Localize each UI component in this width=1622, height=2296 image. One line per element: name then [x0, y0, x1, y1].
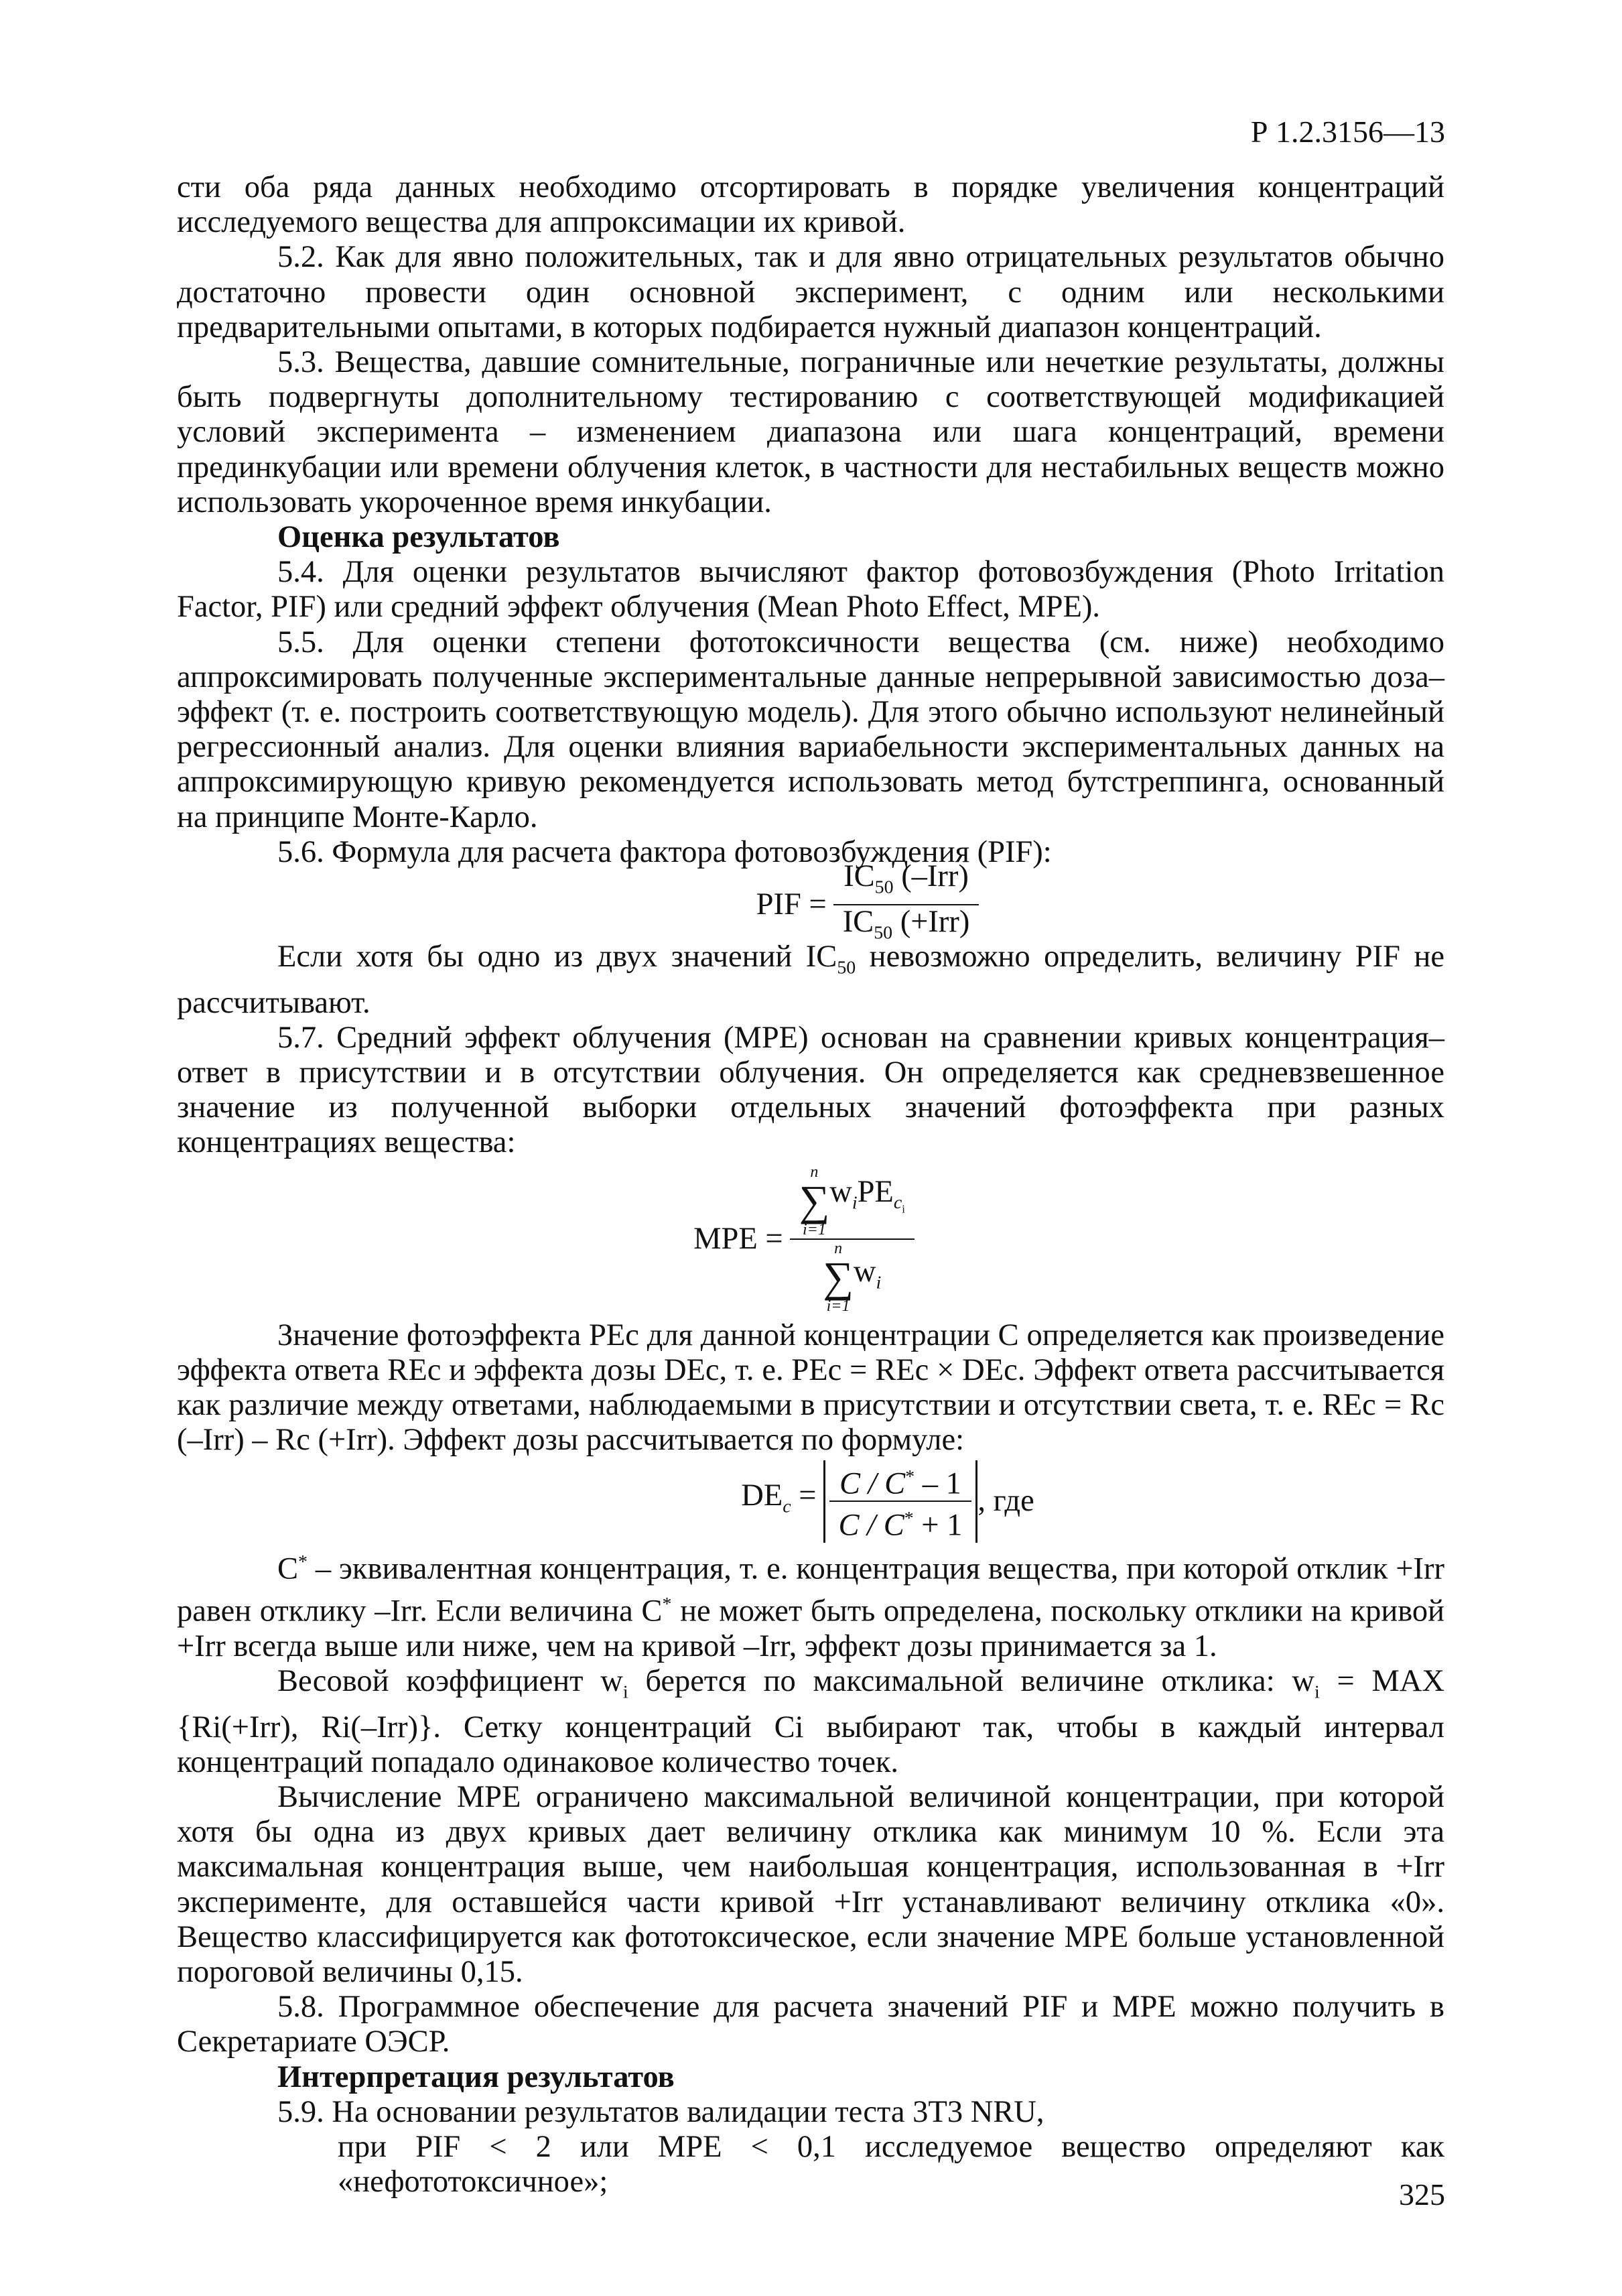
paragraph-5-9: 5.9. На основании результатов валидации теста 3T3 NRU,: [277, 2094, 1044, 2129]
paragraph-5-9-criterion: при PIF < 2 или MPE < 0,1 исследуемое вещество определяют как «нефототоксичное»;: [338, 2129, 1444, 2199]
de-denominator: C / C* + 1: [838, 1508, 963, 1543]
summation-symbol: n ∑ i=1: [823, 1240, 854, 1316]
de-formula-lhs: $DE_c$ =: [741, 1478, 817, 1517]
dose-effect-formula: [177, 1458, 1444, 1545]
paragraph-5-7: 5.7. Средний эффект облучения (MPE) основан на сравнении кривых концентрация–ответ в присутствии и в отсутствии облучения. Он определяется как средневзвешенное значение из полученной выборки отдельных значений фотоэффекта при разных концентрациях вещества:: [177, 1020, 1444, 1160]
pif-fraction: [833, 860, 979, 950]
paragraph-ic50-note: Если хотя бы одно из двух значений $IC_{50}$ невозможно определить, величину PIF не рассчитывают.: [177, 940, 1445, 1020]
paragraph-5-4: 5.4. Для оценки результатов вычисляют фактор фотовозбуждения (Photo Irritation Factor, PIF) или средний эффект облучения (Mean Photo Effect, MPE).: [177, 555, 1444, 625]
mpe-fraction: [790, 1163, 915, 1315]
page-number: 325: [1399, 2177, 1445, 2212]
mpe-denominator: n ∑ i=1 $w_i$: [823, 1240, 882, 1316]
pif-denominator: $IC_{50}$ (+Irr): [842, 905, 970, 944]
paragraph-5-5: 5.5. Для оценки степени фототоксичности вещества (см. ниже) необходимо аппроксимировать полученные экспериментальные данные непрерывной зависимостью доза–эффект (т. е. построить соответствующую модель). Для этого обычно используют нелинейный регрессионный анализ. Для оценки влияния вариабельности экспериментальных данных на аппроксимирующую кривую рекомендуется использовать метод бутстреппинга, основанный на принципе Монте-Карло.: [177, 625, 1444, 834]
pif-numerator: $IC_{50}$ (–Irr): [843, 858, 969, 898]
pif-formula-lhs: PIF =: [756, 887, 827, 921]
paragraph-mpe-limit: Вычисление MPE ограничено максимальной величиной концентрации, при которой хотя бы одна из двух кривых дает величину отклика как минимум 10 %. Если эта максимальная концентрация выше, чем наибольшая концентрация, использованная в +Irr эксперименте, для оставшейся части кривой +Irr устанавливают величину отклика «0». Вещество классифицируется как фототоксическое, если значение MPE больше установленной пороговой величины 0,15.: [177, 1779, 1444, 1989]
paragraph-5-2: 5.2. Как для явно положительных, так и для явно отрицательных результатов обычно достаточно провести один основной эксперимент, с одним или несколькими предварительными опытами, в которых подбирается нужный диапазон концентраций.: [177, 240, 1444, 344]
summation-symbol: n ∑ i=1: [799, 1163, 830, 1239]
de-fraction: [829, 1460, 972, 1543]
de-formula-tail: , где: [977, 1484, 1034, 1519]
paragraph-weight-coefficient: Весовой коэффициент $w_i$ берется по максимальной величине отклика: $w_i$ = MAX {Ri(+Irr), Ri(–Irr)}. Сетку концентраций Ci выбирают так, чтобы в каждый интервал концентраций попадало одинаковое количество точек.: [177, 1664, 1444, 1779]
paragraph-5-6: 5.6. Формула для расчета фактора фотовозбуждения (PIF):: [277, 834, 1052, 869]
paragraph-5-3: 5.3. Вещества, давшие сомнительные, пограничные или нечеткие результаты, должны быть подвергнуты дополнительному тестированию с соответствующей модификацией условий эксперимента – изменением диапазона или шага концентраций, времени прединкубации или времени облучения клеток, в частности для нестабильных веществ можно использовать укороченное время инкубации.: [177, 345, 1444, 519]
absolute-value: [823, 1460, 978, 1543]
pif-formula: [177, 858, 1444, 944]
paragraph-equivalent-concentration: C* – эквивалентная концентрация, т. е. концентрация вещества, при которой отклик +Irr равен отклику –Irr. Если величина C* не может быть определена, поскольку отклики на кривой +Irr всегда выше или ниже, чем на кривой –Irr, эффект дозы принимается за 1.: [177, 1551, 1444, 1663]
document-code: Р 1.2.3156—13: [1250, 115, 1445, 149]
paragraph-photo-effect: Значение фотоэффекта PEc для данной концентрации C определяется как произведение эффекта ответа REc и эффекта дозы DEc, т. е. PEc = REc × DEc. Эффект ответа рассчитывается как различие между ответами, наблюдаемыми в присутствии и отсутствии света, т. е. REc = Rc (–Irr) – Rc (+Irr). Эффект дозы рассчитывается по формуле:: [177, 1318, 1444, 1458]
paragraph-5-8: 5.8. Программное обеспечение для расчета значений PIF и MPE можно получить в Секретариате ОЭСР.: [177, 1990, 1444, 2059]
document-body: [177, 170, 1444, 2199]
mpe-numerator: n ∑ i=1 $w_iPE_{c_i}$: [799, 1163, 905, 1239]
mpe-formula: [177, 1161, 1444, 1318]
section-heading-evaluation: Оценка результатов: [277, 520, 560, 555]
section-heading-interpretation: Интерпретация результатов: [277, 2059, 675, 2094]
mpe-formula-lhs: MPE =: [693, 1221, 783, 1256]
paragraph: сти оба ряда данных необходимо отсортировать в порядке увеличения концентраций исследуемого вещества для аппроксимации их кривой.: [177, 170, 1444, 240]
de-numerator: C / C* – 1: [839, 1466, 961, 1501]
